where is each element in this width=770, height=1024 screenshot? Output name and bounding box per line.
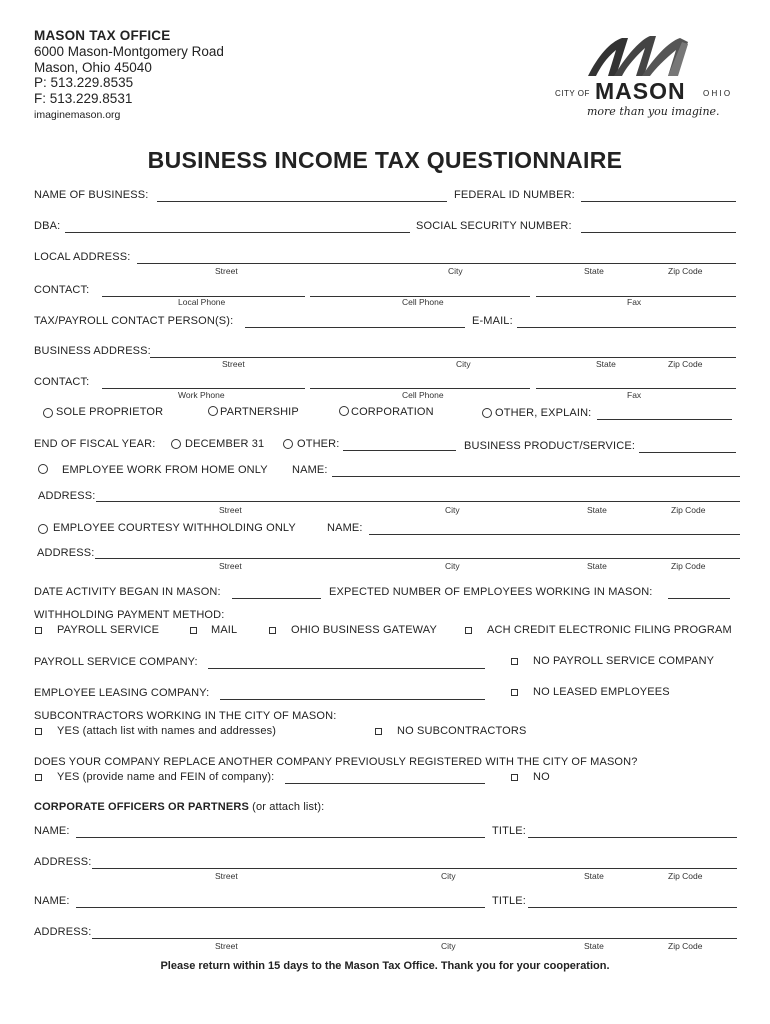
replace-company-label: DOES YOUR COMPANY REPLACE ANOTHER COMPANY PREVIOUSLY REGISTERED WITH THE CITY OF MASON? xyxy=(34,756,638,768)
officer2-address-label: ADDRESS: xyxy=(34,926,92,938)
courtesy-name-field[interactable] xyxy=(369,534,740,535)
wfh-street-caption: Street xyxy=(219,505,242,515)
email-label: E-MAIL: xyxy=(472,315,513,327)
other-entity-label: OTHER, EXPLAIN: xyxy=(495,407,592,419)
courtesy-address-label: ADDRESS: xyxy=(37,547,95,559)
replace-yes-checkbox[interactable] xyxy=(35,774,42,781)
contact-label-2: CONTACT: xyxy=(34,376,90,388)
subcontractors-label: SUBCONTRACTORS WORKING IN THE CITY OF MASON: xyxy=(34,710,337,722)
business-address-field[interactable] xyxy=(150,357,736,358)
payroll-service-label: PAYROLL SERVICE xyxy=(57,624,160,636)
officer2-city-caption: City xyxy=(441,941,456,951)
courtesy-street-caption: Street xyxy=(219,561,242,571)
officer1-zip-caption: Zip Code xyxy=(668,871,703,881)
officer2-state-caption: State xyxy=(584,941,604,951)
partnership-label: PARTNERSHIP xyxy=(220,406,299,418)
end-fiscal-year-label: END OF FISCAL YEAR: xyxy=(34,438,156,450)
officer1-address-label: ADDRESS: xyxy=(34,856,92,868)
ohio-business-gateway-label: OHIO BUSINESS GATEWAY xyxy=(291,624,437,636)
partnership-radio[interactable] xyxy=(208,406,218,416)
corporation-label: CORPORATION xyxy=(351,406,434,418)
officer1-state-caption: State xyxy=(584,871,604,881)
contact-label: CONTACT: xyxy=(34,284,90,296)
officer2-name-label: NAME: xyxy=(34,895,70,907)
officer2-zip-caption: Zip Code xyxy=(668,941,703,951)
sole-proprietor-label: SOLE PROPRIETOR xyxy=(56,406,164,418)
replace-no-label: NO xyxy=(533,771,550,783)
local-address-street-caption: Street xyxy=(215,266,238,276)
local-address-state-caption: State xyxy=(584,266,604,276)
corporation-radio[interactable] xyxy=(339,406,349,416)
name-of-business-field[interactable] xyxy=(157,201,447,202)
employee-wfh-label: EMPLOYEE WORK FROM HOME ONLY xyxy=(62,464,268,476)
courtesy-address-field[interactable] xyxy=(95,558,740,559)
employee-leasing-field[interactable] xyxy=(220,699,485,700)
courtesy-zip-caption: Zip Code xyxy=(671,561,706,571)
ohio-business-gateway-checkbox[interactable] xyxy=(269,627,276,634)
local-address-city-caption: City xyxy=(448,266,463,276)
cell-phone-field-2[interactable] xyxy=(310,388,530,389)
december-31-radio[interactable] xyxy=(171,439,181,449)
replace-yes-label: YES (provide name and FEIN of company): xyxy=(57,771,275,783)
form-title: BUSINESS INCOME TAX QUESTIONNAIRE xyxy=(147,147,623,173)
officers-heading xyxy=(34,801,324,813)
wfh-name-label: NAME: xyxy=(292,464,328,476)
office-address-line2: Mason, Ohio 45040 xyxy=(34,60,152,75)
federal-id-label: FEDERAL ID NUMBER: xyxy=(454,189,575,201)
office-phone: P: 513.229.8535 xyxy=(34,75,134,90)
business-address-city-caption: City xyxy=(456,359,471,369)
no-subcontractors-checkbox[interactable] xyxy=(375,728,382,735)
local-address-label: LOCAL ADDRESS: xyxy=(34,251,131,263)
officers-heading-rest: (or attach list): xyxy=(248,801,325,813)
business-address-state-caption: State xyxy=(596,359,616,369)
office-fax: F: 513.229.8531 xyxy=(34,91,133,106)
other-entity-radio[interactable] xyxy=(482,408,492,418)
business-product-field[interactable] xyxy=(639,452,736,453)
ach-credit-label: ACH CREDIT ELECTRONIC FILING PROGRAM xyxy=(487,624,732,636)
dba-field[interactable] xyxy=(65,232,410,233)
business-address-street-caption: Street xyxy=(222,359,245,369)
other-entity-field[interactable] xyxy=(597,419,732,420)
email-field[interactable] xyxy=(517,327,736,328)
officers-heading-bold: CORPORATE OFFICERS OR PARTNERS xyxy=(34,801,249,813)
wfh-city-caption: City xyxy=(445,505,460,515)
dba-label: DBA: xyxy=(34,220,61,232)
tax-payroll-contact-label: TAX/PAYROLL CONTACT PERSON(S): xyxy=(34,315,234,327)
office-name: MASON TAX OFFICE xyxy=(34,28,171,43)
officer2-name-field[interactable] xyxy=(76,907,485,908)
footer-note: Please return within 15 days to the Mason Tax Office. Thank you for your cooperation. xyxy=(160,960,610,972)
expected-employees-label: EXPECTED NUMBER OF EMPLOYEES WORKING IN MASON: xyxy=(329,586,653,598)
subcontractors-yes-checkbox[interactable] xyxy=(35,728,42,735)
cell-phone-caption: Cell Phone xyxy=(402,297,444,307)
sole-proprietor-radio[interactable] xyxy=(43,408,53,418)
officer1-name-label: NAME: xyxy=(34,825,70,837)
courtesy-state-caption: State xyxy=(587,561,607,571)
replace-company-field[interactable] xyxy=(285,783,485,784)
officer1-name-field[interactable] xyxy=(76,837,485,838)
name-of-business-label: NAME OF BUSINESS: xyxy=(34,189,149,201)
date-activity-label: DATE ACTIVITY BEGAN IN MASON: xyxy=(34,586,221,598)
other-fiscal-year-field[interactable] xyxy=(343,450,456,451)
ach-credit-checkbox[interactable] xyxy=(465,627,472,634)
officer1-title-field[interactable] xyxy=(528,837,737,838)
officer1-city-caption: City xyxy=(441,871,456,881)
wfh-address-label: ADDRESS: xyxy=(38,490,96,502)
officer1-street-caption: Street xyxy=(215,871,238,881)
no-payroll-service-label: NO PAYROLL SERVICE COMPANY xyxy=(533,655,715,667)
office-website: imaginemason.org xyxy=(34,109,121,121)
other-fiscal-year-radio[interactable] xyxy=(283,439,293,449)
wfh-state-caption: State xyxy=(587,505,607,515)
business-address-label: BUSINESS ADDRESS: xyxy=(34,345,151,357)
officer2-title-label: TITLE: xyxy=(492,895,526,907)
logo-mason: MASON xyxy=(595,78,686,104)
courtesy-city-caption: City xyxy=(445,561,460,571)
employee-leasing-label: EMPLOYEE LEASING COMPANY: xyxy=(34,687,210,699)
tax-payroll-contact-field[interactable] xyxy=(245,327,465,328)
business-address-zip-caption: Zip Code xyxy=(668,359,703,369)
no-payroll-service-checkbox[interactable] xyxy=(511,658,518,665)
wfh-name-field[interactable] xyxy=(332,476,740,477)
employee-wfh-radio[interactable] xyxy=(38,464,48,474)
wfh-address-field[interactable] xyxy=(96,501,740,502)
officer2-address-field[interactable] xyxy=(92,938,737,939)
ssn-field[interactable] xyxy=(581,232,736,233)
mail-checkbox[interactable] xyxy=(190,627,197,634)
fax-caption-2: Fax xyxy=(627,390,642,400)
ssn-label: SOCIAL SECURITY NUMBER: xyxy=(416,220,572,232)
logo-tagline: more than you imagine. xyxy=(587,105,720,118)
local-address-field[interactable] xyxy=(137,263,736,264)
subcontractors-yes-label: YES (attach list with names and addresses) xyxy=(57,725,277,737)
no-leased-checkbox[interactable] xyxy=(511,689,518,696)
logo-ohio: O H I O xyxy=(703,89,731,98)
officer1-title-label: TITLE: xyxy=(492,825,526,837)
officer1-address-field[interactable] xyxy=(92,868,737,869)
no-subcontractors-label: NO SUBCONTRACTORS xyxy=(397,725,527,737)
work-phone-field[interactable] xyxy=(102,388,305,389)
office-address-line1: 6000 Mason-Montgomery Road xyxy=(34,44,224,59)
payroll-service-checkbox[interactable] xyxy=(35,627,42,634)
employee-courtesy-label: EMPLOYEE COURTESY WITHHOLDING ONLY xyxy=(53,522,296,534)
no-leased-label: NO LEASED EMPLOYEES xyxy=(533,686,670,698)
business-product-label: BUSINESS PRODUCT/SERVICE: xyxy=(464,440,636,452)
work-phone-caption: Work Phone xyxy=(178,390,225,400)
expected-employees-field[interactable] xyxy=(668,598,730,599)
payroll-service-company-label: PAYROLL SERVICE COMPANY: xyxy=(34,656,198,668)
date-activity-field[interactable] xyxy=(232,598,321,599)
local-phone-caption: Local Phone xyxy=(178,297,226,307)
withholding-method-label: WITHHOLDING PAYMENT METHOD: xyxy=(34,609,225,621)
payroll-service-company-field[interactable] xyxy=(208,668,485,669)
mail-label: MAIL xyxy=(211,624,238,636)
wfh-zip-caption: Zip Code xyxy=(671,505,706,515)
courtesy-name-label: NAME: xyxy=(327,522,363,534)
fax-caption: Fax xyxy=(627,297,642,307)
city-of-mason-logo xyxy=(550,30,750,125)
fax-field-2[interactable] xyxy=(536,388,736,389)
replace-no-checkbox[interactable] xyxy=(511,774,518,781)
officer2-title-field[interactable] xyxy=(528,907,737,908)
other-fiscal-year-label: OTHER: xyxy=(297,438,340,450)
officer2-street-caption: Street xyxy=(215,941,238,951)
federal-id-field[interactable] xyxy=(581,201,736,202)
cell-phone-caption-2: Cell Phone xyxy=(402,390,444,400)
local-address-zip-caption: Zip Code xyxy=(668,266,703,276)
logo-city-of: CITY OF xyxy=(555,89,590,98)
employee-courtesy-radio[interactable] xyxy=(38,524,48,534)
december-31-label: DECEMBER 31 xyxy=(185,438,265,450)
